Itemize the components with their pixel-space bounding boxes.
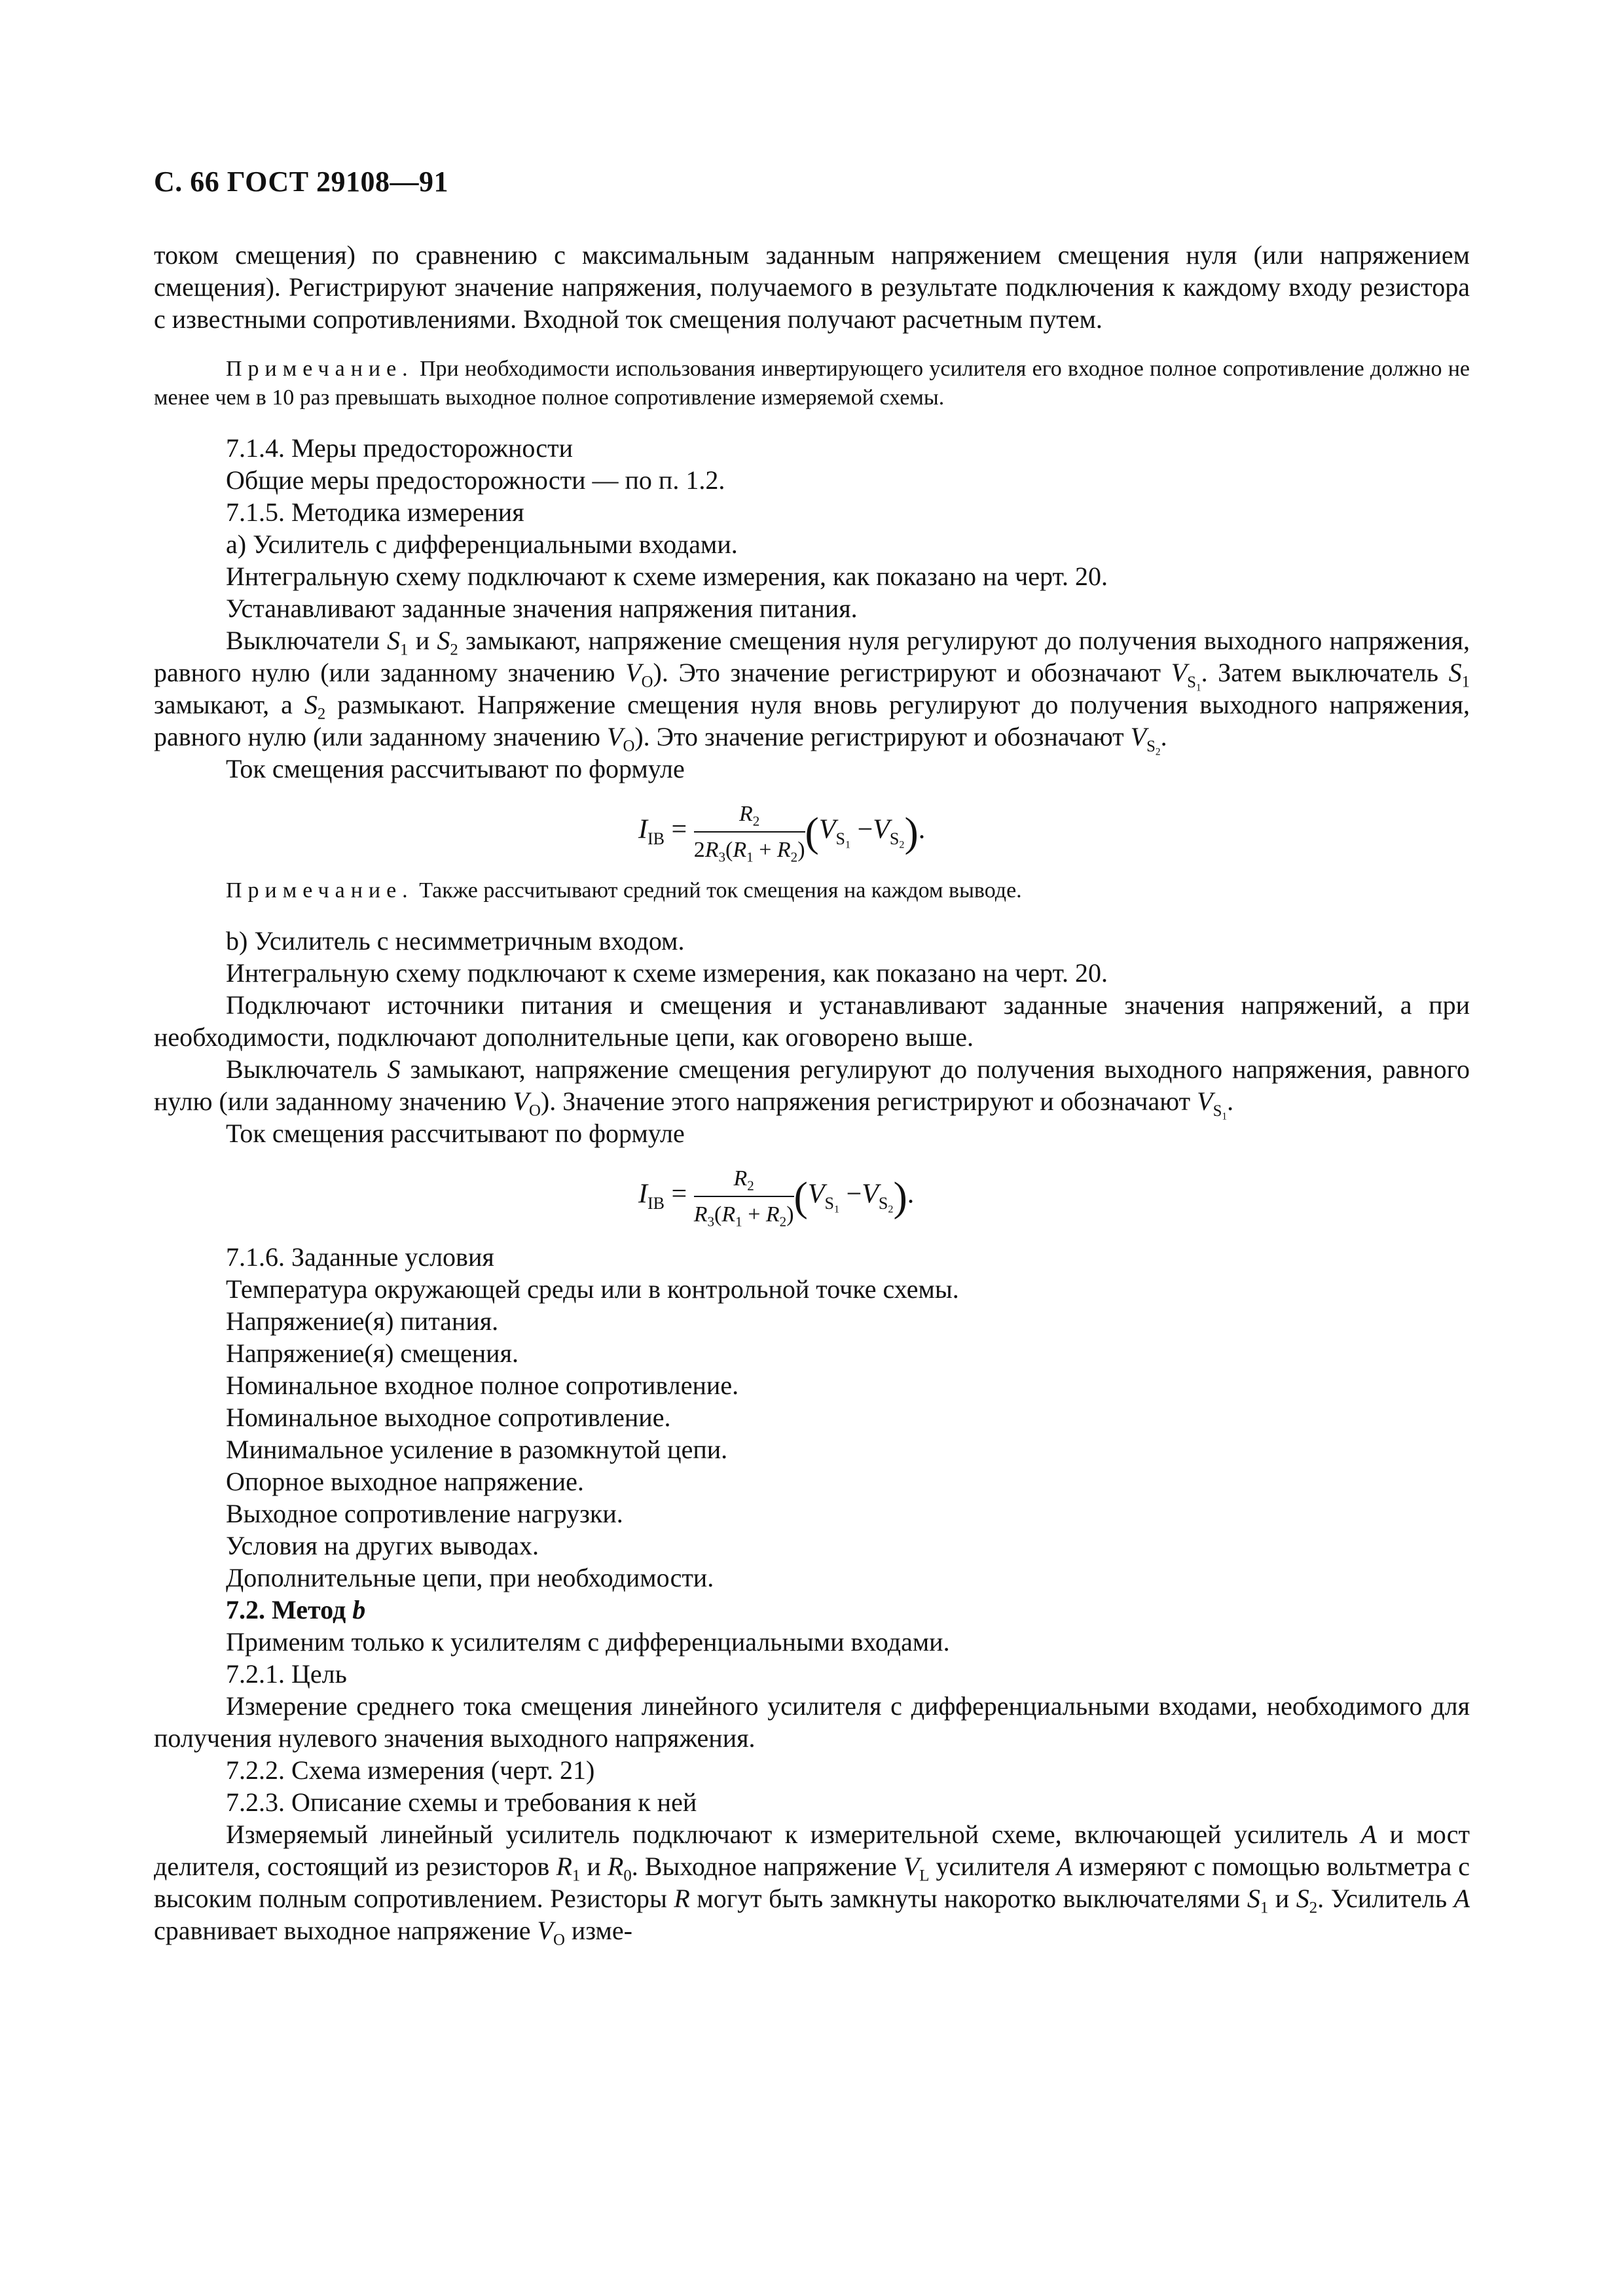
- method-b-line-2: Подключают источники питания и смещения и устанавливают заданные значения напряжений, а при необходимости, подключают дополнительные цепи, как оговорено выше.: [154, 990, 1470, 1052]
- section-7-1-4-title: 7.1.4. Меры предосторожности: [226, 433, 574, 463]
- paragraph-intro: током смещения) по сравнению с максимальным заданным напряжением смещения нуля (или напряжением смещения). Регистрируют значение напряжения, получаемого в результате подключения к каждому входу резистора с известными сопротивлениями. Входной ток смещения получают расчетным путем.: [154, 240, 1470, 334]
- formula-a: $I_{IB}$ = $\frac{R_2}{2R_3(R_1 + R_2)}$ $(V_{S_1} -V_{S_2})$.: [154, 785, 1470, 876]
- method-a-line-1: Интегральную схему подключают к схеме измерения, как показано на черт. 20.: [226, 562, 1108, 591]
- section-7-1-5-title: 7.1.5. Методика измерения: [226, 497, 524, 527]
- section-7-2-2-title: 7.2.2. Схема измерения (черт. 21): [226, 1755, 595, 1785]
- note-1: [154, 355, 1470, 412]
- condition-item: Минимальное усиление в разомкнутой цепи.: [226, 1435, 728, 1464]
- condition-item: Условия на других выводах.: [226, 1531, 539, 1560]
- method-a-line-2: Устанавливают заданные значения напряжения питания.: [226, 594, 858, 623]
- method-a-title: а) Усилитель с дифференциальными входами.: [226, 529, 738, 559]
- condition-item: Температура окружающей среды или в контрольной точке схемы.: [226, 1274, 959, 1304]
- condition-item: Напряжение(я) питания.: [226, 1306, 499, 1336]
- section-7-2-text: Применим только к усилителям с дифференциальными входами.: [226, 1627, 950, 1657]
- conditions-list: [154, 1273, 1470, 1594]
- section-7-2-1-text: Измерение среднего тока смещения линейного усилителя с дифференциальными входами, необходимого для получения нулевого значения выходного напряжения.: [154, 1691, 1470, 1753]
- condition-item: Опорное выходное напряжение.: [226, 1467, 584, 1496]
- page-header: С. 66 ГОСТ 29108—91: [154, 166, 449, 198]
- section-7-2-3-text: Измеряемый линейный усилитель подключают к измерительной схеме, включающей усилитель A и мост делителя, состоящий из резисторов $R_1$ и $R_0$. Выходное напряжение $V_L$ усилителя A измеряют с помощью вольтметра с высоким полным сопротивлением. Резисторы R могут быть замкнуты накоротко выключателями $S_1$ и $S_2$. Усилитель A сравнивает выходное напряжение $V_O$ изме-: [154, 1820, 1470, 1949]
- section-7-2-1-title: 7.2.1. Цель: [226, 1659, 347, 1689]
- formula-b: $I_{IB}$ = $\frac{R_2}{R_3(R_1 + R_2)}$ $(V_{S_1} -V_{S_2})$.: [154, 1149, 1470, 1241]
- method-b-procedure: Выключатель S замыкают, напряжение смещения регулируют до получения выходного напряжения, равного нулю (или заданному значению $V_O$). Значение этого напряжения регистрируют и обозначают $V_{S_1}$.: [154, 1054, 1470, 1122]
- note-2: Примечание. Также рассчитывают средний ток смещения на каждом выводе.: [226, 878, 1022, 903]
- section-7-1-6-title: 7.1.6. Заданные условия: [226, 1242, 494, 1272]
- document-body: [154, 239, 1470, 1949]
- section-7-2-3-title: 7.2.3. Описание схемы и требования к ней: [226, 1787, 697, 1817]
- section-7-1-4-text: Общие меры предосторожности — по п. 1.2.: [226, 465, 725, 495]
- method-a-procedure: Выключатели $S_1$ и $S_2$ замыкают, напряжение смещения нуля регулируют до получения выходного напряжения, равного нулю (или заданному значению $V_O$). Это значение регистрируют и обозначают $V_{S_1}$. Затем выключатель $S_1$ замыкают, а $S_2$ размыкают. Напряжение смещения нуля вновь регулируют до получения выходного напряжения, равного нулю (или заданному значению $V_O$). Это значение регистрируют и обозначают $V_{S_2}$.: [154, 626, 1470, 758]
- formula-intro-a: Ток смещения рассчитывают по формуле: [226, 754, 685, 783]
- condition-item: Номинальное выходное сопротивление.: [226, 1403, 671, 1432]
- note-text: При необходимости использования инвертирующего усилителя его входное полное сопротивление должно не менее чем в 10 раз превышать выходное полное сопротивление измеряемой схемы.: [154, 357, 1470, 410]
- method-b-line-1: Интегральную схему подключают к схеме измерения, как показано на черт. 20.: [226, 958, 1108, 988]
- note-label: Примечание.: [226, 357, 414, 381]
- section-7-2-title: 7.2. Метод b: [226, 1595, 366, 1624]
- condition-item: Выходное сопротивление нагрузки.: [226, 1499, 623, 1528]
- formula-intro-b: Ток смещения рассчитывают по формуле: [226, 1119, 685, 1148]
- condition-item: Дополнительные цепи, при необходимости.: [226, 1563, 714, 1592]
- condition-item: Напряжение(я) смещения.: [226, 1338, 519, 1368]
- condition-item: Номинальное входное полное сопротивление.: [226, 1371, 739, 1400]
- method-b-title: b) Усилитель с несимметричным входом.: [226, 926, 685, 956]
